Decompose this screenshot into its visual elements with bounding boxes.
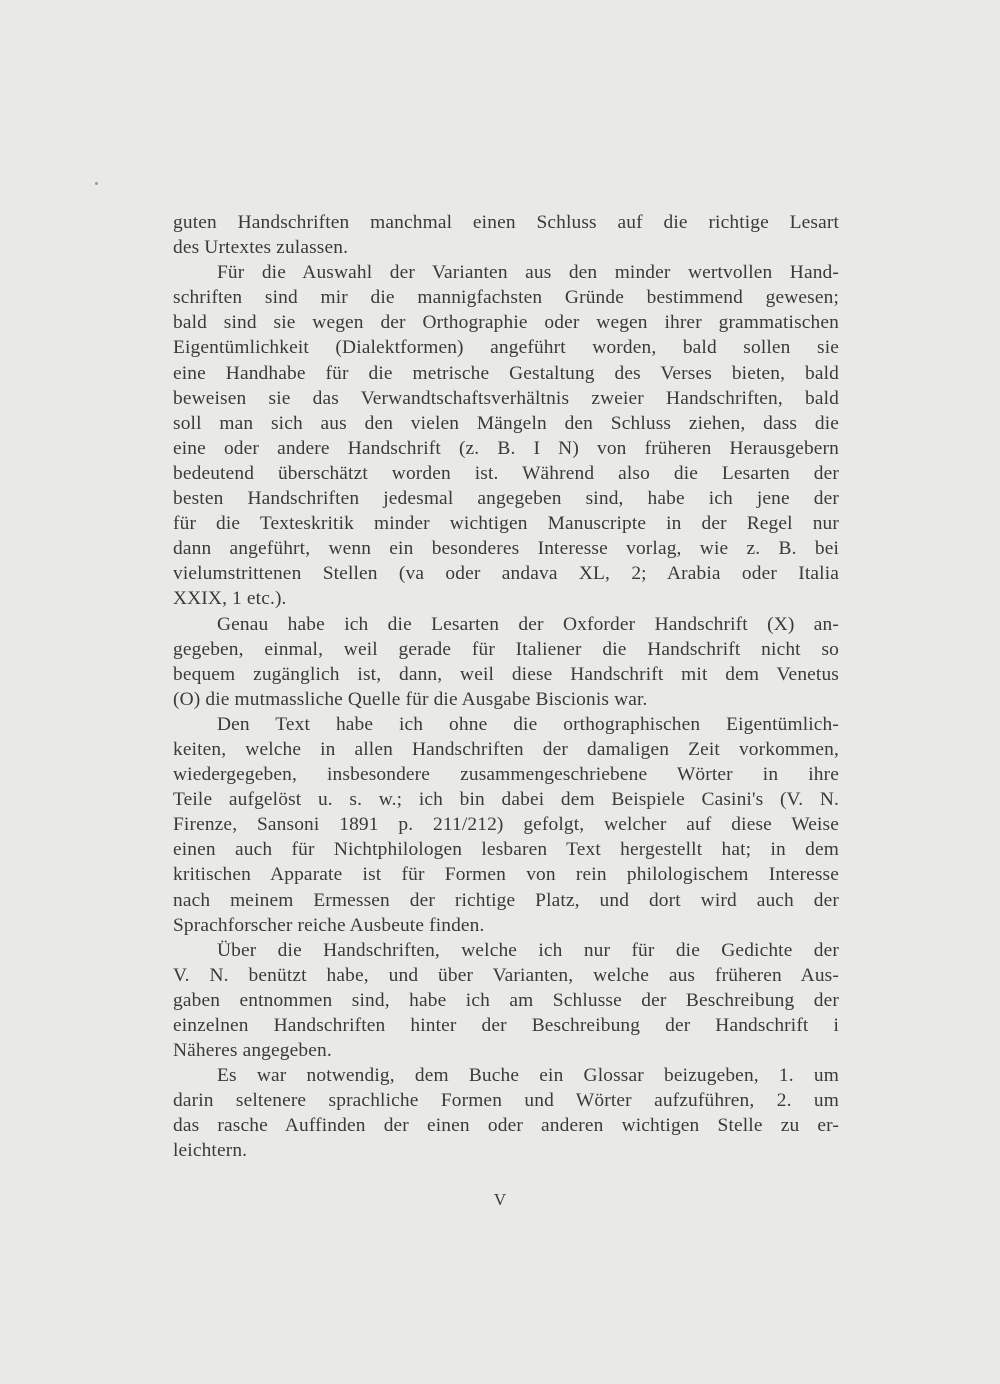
- text-line: eine Handhabe für die metrische Gestaltung des Verses bieten, bald: [173, 362, 839, 384]
- text-line: bedeutend überschätzt worden ist. Während also die Lesarten der: [173, 462, 839, 484]
- text-line: dann angeführt, wenn ein besonderes Interesse vorlag, wie z. B. bei: [173, 538, 839, 560]
- text-line: Genau habe ich die Lesarten der Oxforder Handschrift (X) an-: [217, 613, 839, 635]
- text-line: wiedergegeben, insbesondere zusammengeschriebene Wörter in ihre: [173, 764, 839, 786]
- text-line: gaben entnommen sind, habe ich am Schlusse der Beschreibung der: [173, 989, 839, 1011]
- text-line: des Urtextes zulassen.: [173, 237, 349, 259]
- text-line: darin seltenere sprachliche Formen und Wörter aufzuführen, 2. um: [173, 1090, 839, 1112]
- text-line: Über die Handschriften, welche ich nur für die Gedichte der: [217, 939, 839, 961]
- text-line: leichtern.: [173, 1140, 248, 1162]
- text-line: Es war notwendig, dem Buche ein Glossar beizugeben, 1. um: [217, 1065, 839, 1087]
- text-line: soll man sich aus den vielen Mängeln den Schluss ziehen, dass die: [173, 412, 839, 434]
- text-line: bald sind sie wegen der Orthographie oder wegen ihrer grammatischen: [173, 312, 839, 334]
- text-line: nach meinem Ermessen der richtige Platz, und dort wird auch der: [173, 889, 839, 911]
- paper-speck: [95, 182, 98, 185]
- text-line: besten Handschriften jedesmal angegeben sind, habe ich jene der: [173, 488, 839, 510]
- text-line: Für die Auswahl der Varianten aus den minder wertvollen Hand-: [217, 262, 839, 284]
- text-line: (O) die mutmassliche Quelle für die Ausgabe Biscionis war.: [173, 688, 648, 710]
- text-line: das rasche Auffinden der einen oder anderen wichtigen Stelle zu er-: [173, 1115, 839, 1137]
- text-line: keiten, welche in allen Handschriften der damaligen Zeit vorkommen,: [173, 738, 839, 760]
- text-line: einzelnen Handschriften hinter der Beschreibung der Handschrift i: [173, 1015, 839, 1036]
- text-line: Näheres angegeben.: [173, 1040, 332, 1062]
- text-line: gegeben, einmal, weil gerade für Italiener die Handschrift nicht so: [173, 638, 839, 660]
- text-line: kritischen Apparate ist für Formen von rein philologischem Interesse: [173, 864, 839, 886]
- page-number: V: [493, 1190, 507, 1209]
- text-line: XXIX, 1 etc.).: [173, 588, 287, 610]
- text-line: vielumstrittenen Stellen (va oder andava XL, 2; Arabia oder Italia: [173, 563, 839, 585]
- text-line: Den Text habe ich ohne die orthographischen Eigentümlich-: [217, 713, 839, 735]
- text-line: eine oder andere Handschrift (z. B. I N) von früheren Herausgebern: [173, 437, 839, 459]
- body-text: [173, 210, 839, 1164]
- text-line: guten Handschriften manchmal einen Schluss auf die richtige Lesart: [173, 212, 839, 233]
- text-line: Teile aufgelöst u. s. w.; ich bin dabei dem Beispiele Casini's (V. N.: [173, 789, 839, 811]
- text-line: Eigentümlichkeit (Dialektformen) angeführt worden, bald sollen sie: [173, 337, 839, 359]
- text-line: für die Texteskritik minder wichtigen Manuscripte in der Regel nur: [173, 513, 839, 535]
- text-line: V. N. benützt habe, und über Varianten, welche aus früheren Aus-: [173, 964, 839, 986]
- text-line: einen auch für Nichtphilologen lesbaren Text hergestellt hat; in dem: [173, 839, 839, 861]
- text-line: bequem zugänglich ist, dann, weil diese Handschrift mit dem Venetus: [173, 663, 839, 685]
- text-line: schriften sind mir die mannigfachsten Gründe bestimmend gewesen;: [173, 287, 839, 309]
- text-line: beweisen sie das Verwandtschaftsverhältnis zweier Handschriften, bald: [173, 387, 839, 409]
- text-line: Firenze, Sansoni 1891 p. 211/212) gefolgt, welcher auf diese Weise: [173, 814, 839, 836]
- text-line: Sprachforscher reiche Ausbeute finden.: [173, 914, 485, 936]
